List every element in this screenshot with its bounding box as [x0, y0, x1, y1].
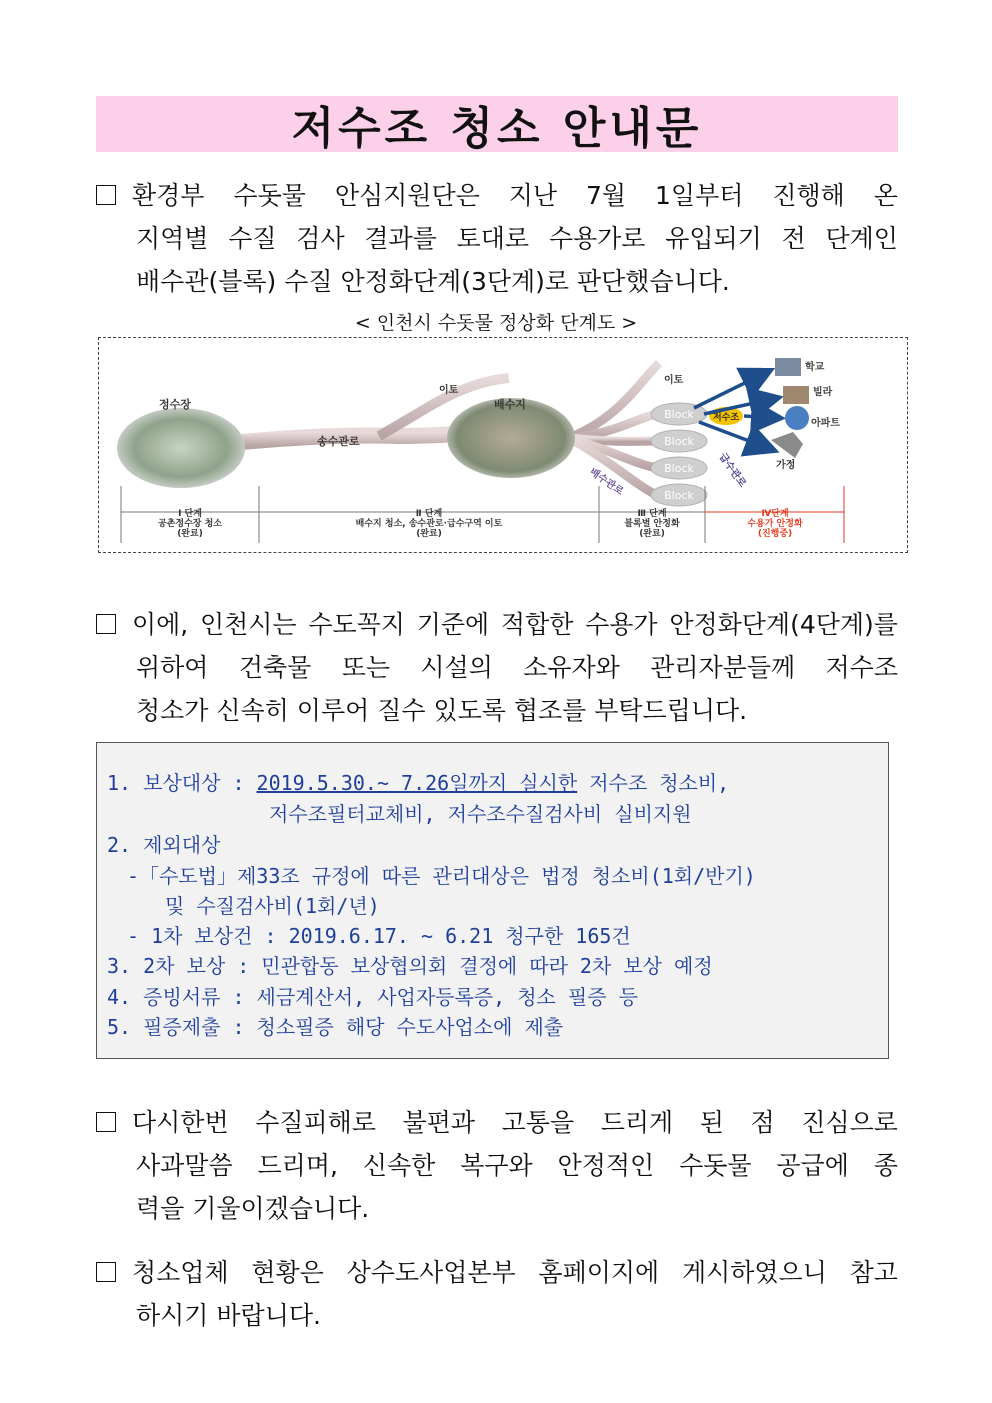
word: 점: [750, 1108, 775, 1137]
reservoir-label: 배수지: [494, 398, 526, 411]
block-label: Block: [664, 462, 694, 475]
word: 1일부터: [655, 181, 744, 210]
para-line: [96, 174, 898, 217]
stage4-name: Ⅳ단계: [761, 509, 789, 519]
word: 복구와: [460, 1151, 533, 1180]
word: 진심으로: [801, 1108, 898, 1137]
word: 신속한: [362, 1151, 436, 1180]
word: 현황은: [251, 1258, 324, 1287]
word: 위하여: [136, 653, 209, 682]
villa-icon: [783, 386, 809, 404]
word: 수도꼭지: [308, 610, 405, 639]
word: 사과말씀: [136, 1151, 233, 1180]
word: 소유자와: [523, 653, 620, 682]
word: 또는: [341, 653, 390, 682]
stage3-desc: 블록별 안정화: [624, 519, 680, 529]
period-underlined: 2019.5.30.~ 7.26일까지 실시한: [256, 771, 578, 795]
word: 청소업체: [132, 1258, 229, 1287]
para-line: [96, 1101, 898, 1144]
word: 홈페이지에: [538, 1258, 660, 1287]
block-label: Block: [664, 408, 694, 421]
info-item-1: 1. 보상대상 : 2019.5.30.~ 7.26일까지 실시한 저수조 청소비,: [107, 771, 730, 795]
normalization-stage-diagram: [98, 337, 908, 553]
para-line: 하시기 바랍니다.: [136, 1301, 321, 1330]
word: 진행해: [772, 181, 845, 210]
checkbox-bullet-icon: [96, 185, 116, 205]
para-line: [96, 217, 898, 260]
para-line: [96, 1144, 898, 1187]
water-plant-image: [117, 408, 245, 488]
info-item-2-sub-1-cont: 및 수질검사비(1회/년): [165, 894, 380, 918]
page-title: 저수조 청소 안내문: [291, 103, 703, 154]
pipe-branch-b: [569, 414, 659, 438]
word: 저수조: [825, 653, 898, 682]
word: 불편과: [402, 1108, 476, 1137]
stage3-name: Ⅲ 단계: [637, 509, 667, 519]
word: 안정적인: [557, 1151, 655, 1180]
para-line: 력을 기울이겠습니다.: [136, 1194, 370, 1223]
word: 토대로: [456, 224, 530, 253]
title-banner: [96, 96, 898, 152]
stage3-status: (완료): [639, 529, 665, 539]
mud-label: 이토: [439, 385, 459, 396]
paragraph-stage-intro: [96, 174, 898, 303]
plant-label: 정수장: [159, 398, 191, 411]
word: 고통을: [501, 1108, 575, 1137]
word: 환경부: [132, 181, 205, 210]
para-line: 청소가 신속히 이루어 질수 있도록 협조를 부탁드립니다.: [136, 696, 748, 725]
word: 7월: [586, 181, 627, 210]
compensation-info-box: [96, 742, 889, 1059]
word: 수용가로: [548, 224, 646, 253]
bullet-word: [96, 603, 188, 646]
word: 전: [781, 224, 806, 253]
info-item-2-sub-1: -「수도법」제33조 규정에 따른 관리대상은 법정 청소비(1회/반기): [127, 864, 756, 888]
para-line: 배수관(블록) 수질 안정화단계(3단계)로 판단했습니다.: [136, 267, 730, 296]
mud-label: 이토: [664, 375, 684, 386]
school-label: 학교: [805, 362, 825, 373]
word: 수돗물: [233, 181, 306, 210]
word: 수돗물: [679, 1151, 752, 1180]
info-item-2: 2. 제외대상: [107, 833, 221, 857]
paragraph-cooperation-request: [96, 603, 898, 732]
stage2-desc: 배수지 청소, 송수관로·급수구역 이토: [355, 519, 503, 529]
info-item-2-sub-2: - 1차 보상건 : 2019.6.17. ~ 6.21 청구한 165건: [127, 924, 631, 948]
para-line: [96, 646, 898, 689]
word: 수질피해로: [255, 1108, 376, 1137]
diagram-svg: [99, 338, 907, 552]
checkbox-bullet-icon: [96, 614, 116, 634]
info-item-5: 5. 필증제출 : 청소필증 해당 수도사업소에 제출: [107, 1015, 564, 1039]
word: 수질: [228, 224, 277, 253]
word: 인천시는: [200, 610, 297, 639]
stage2-name: Ⅱ 단계: [415, 509, 443, 519]
word: 안정화단계(4단계)를: [669, 610, 898, 639]
home-label: 가정: [776, 460, 796, 471]
word: 기준에: [416, 610, 490, 639]
home-faucet-icon: [771, 432, 803, 458]
word: 시설의: [420, 653, 493, 682]
word: 검사: [296, 224, 345, 253]
faucet-pipe-label: 급수관로: [716, 451, 748, 490]
word: 공급에: [776, 1151, 849, 1180]
bullet-word: [96, 1251, 229, 1294]
word: 안심지원단은: [334, 181, 480, 210]
info-item-4: 4. 증빙서류 : 세금계산서, 사업자등록증, 청소 필증 등: [107, 985, 638, 1009]
word: 지난: [508, 181, 558, 210]
apartment-icon: [785, 406, 809, 430]
stage4-status: (진행중): [757, 529, 793, 539]
bullet-word: [96, 174, 204, 217]
word: 종: [873, 1151, 898, 1180]
stage4-desc: 수용가 안정화: [747, 519, 803, 529]
word: 참고: [849, 1258, 898, 1287]
word: 수용가: [585, 610, 658, 639]
bullet-word: [96, 1101, 229, 1144]
main-pipe-label: 송수관로: [317, 435, 360, 448]
word: 적합한: [500, 610, 574, 639]
word: 결과를: [364, 224, 437, 253]
para-line: [96, 603, 898, 646]
word: 단계인: [825, 224, 898, 253]
word: 드리게: [600, 1108, 674, 1137]
para-line: [96, 1251, 898, 1294]
checkbox-bullet-icon: [96, 1262, 116, 1282]
block-label: Block: [664, 489, 694, 502]
word: 관리자분들께: [650, 653, 796, 682]
stage1-name: Ⅰ 단계: [178, 509, 202, 519]
apartment-label: 아파트: [811, 418, 840, 429]
word: 지역별: [136, 224, 209, 253]
stage1-status: (완료): [177, 529, 203, 539]
stage1-desc: 공촌정수장 청소: [158, 519, 222, 529]
word: 이에,: [132, 610, 189, 639]
word: 된: [699, 1108, 724, 1137]
info-item-1-cont: 저수조필터교체비, 저수조수질검사비 실비지원: [269, 802, 692, 826]
word: 다시한번: [132, 1108, 229, 1137]
pipe-net-label: 배수관로: [587, 466, 626, 498]
villa-label: 빌라: [813, 387, 833, 398]
word: 상수도사업본부: [346, 1258, 516, 1287]
paragraph-vendor-notice: [96, 1251, 898, 1337]
tank-label: 저수조: [712, 413, 740, 423]
stage2-status: (완료): [416, 529, 442, 539]
word: 게시하였으니: [681, 1258, 827, 1287]
info-item-3: 3. 2차 보상 : 민관합동 보상협의회 결정에 따라 2차 보상 예정: [107, 954, 713, 978]
checkbox-bullet-icon: [96, 1112, 116, 1132]
diagram-caption: < 인천시 수돗물 정상화 단계도 >: [354, 312, 638, 334]
word: 드리며,: [257, 1151, 338, 1180]
block-label: Block: [664, 435, 694, 448]
word: 건축물: [238, 653, 312, 682]
word: 온: [873, 181, 898, 210]
paragraph-apology: [96, 1101, 898, 1230]
word: 유입되기: [665, 224, 762, 253]
school-icon: [775, 358, 801, 376]
